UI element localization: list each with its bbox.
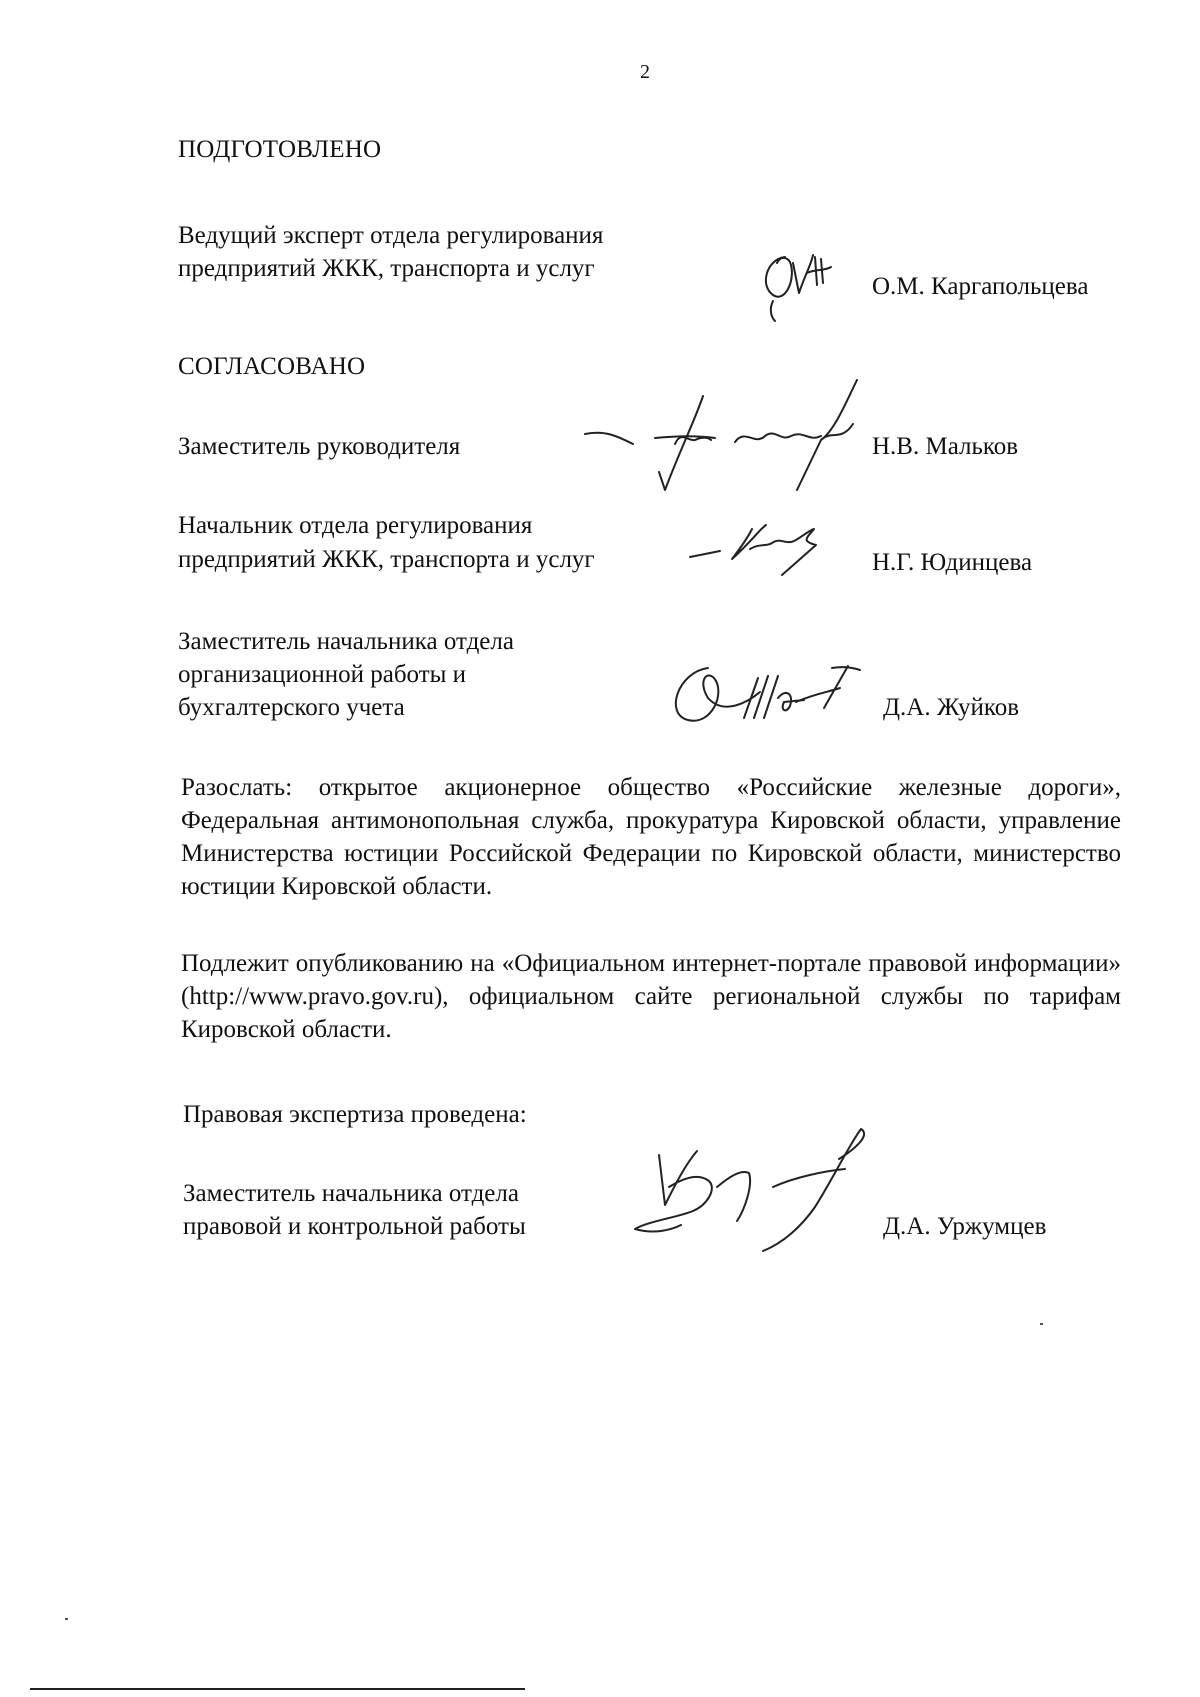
signer-2-name: Н.Г. Юдинцева xyxy=(872,549,1033,576)
footnote-separator-line xyxy=(30,1688,525,1690)
signer-3-position-line1: Заместитель начальника отдела xyxy=(178,628,514,655)
prepared-name: О.М. Каргапольцева xyxy=(872,273,1089,300)
agreed-heading: СОГЛАСОВАНО xyxy=(178,353,366,380)
signer-1-position: Заместитель руководителя xyxy=(178,433,461,460)
scan-speck xyxy=(1040,1323,1043,1325)
distribution-paragraph: Разослать: открытое акционерное общество «Российские железные дороги», Федеральная антимонопольная служба, прокуратура Кировской области, управление Министерства юстиции Российской Федерации по Кировской области, министерство юстиции Кировской области. xyxy=(181,774,1121,900)
signer-2-position-line2: предприятий ЖКК, транспорта и услуг xyxy=(178,546,595,573)
signature-zhuikov xyxy=(668,658,868,747)
signer-3-position-line3: бухгалтерского учета xyxy=(178,694,405,721)
page-number: 2 xyxy=(640,61,650,83)
publication-paragraph: Подлежит опубликованию на «Официальном интернет-портале правовой информации» (http://www.pravo.gov.ru), официальном сайте региональной службы по тарифам Кировской области. xyxy=(181,950,1121,1043)
signer-2-position-line1: Начальник отдела регулирования xyxy=(178,512,533,539)
prepared-position-line1: Ведущий эксперт отдела регулирования xyxy=(178,222,604,249)
legal-review-position-line2: правовой и контрольной работы xyxy=(183,1213,526,1240)
prepared-heading: ПОДГОТОВЛЕНО xyxy=(178,136,382,163)
signer-3-position-line2: организационной работы и xyxy=(178,661,467,688)
signer-3-name: Д.А. Жуйков xyxy=(883,694,1020,721)
legal-review-name: Д.А. Уржумцев xyxy=(883,1213,1047,1240)
signature-urzhumtsev xyxy=(625,1125,875,1264)
signer-1-name: Н.В. Мальков xyxy=(872,433,1019,460)
prepared-position-line2: предприятий ЖКК, транспорта и услуг xyxy=(178,255,595,282)
legal-review-position-line1: Заместитель начальника отдела xyxy=(183,1180,519,1207)
legal-review-heading: Правовая экспертиза проведена: xyxy=(183,1101,527,1128)
signature-malkov xyxy=(585,380,875,509)
signature-kargapoltseva xyxy=(755,245,845,334)
signature-yudintseva xyxy=(690,515,850,594)
scan-speck xyxy=(65,1618,68,1620)
